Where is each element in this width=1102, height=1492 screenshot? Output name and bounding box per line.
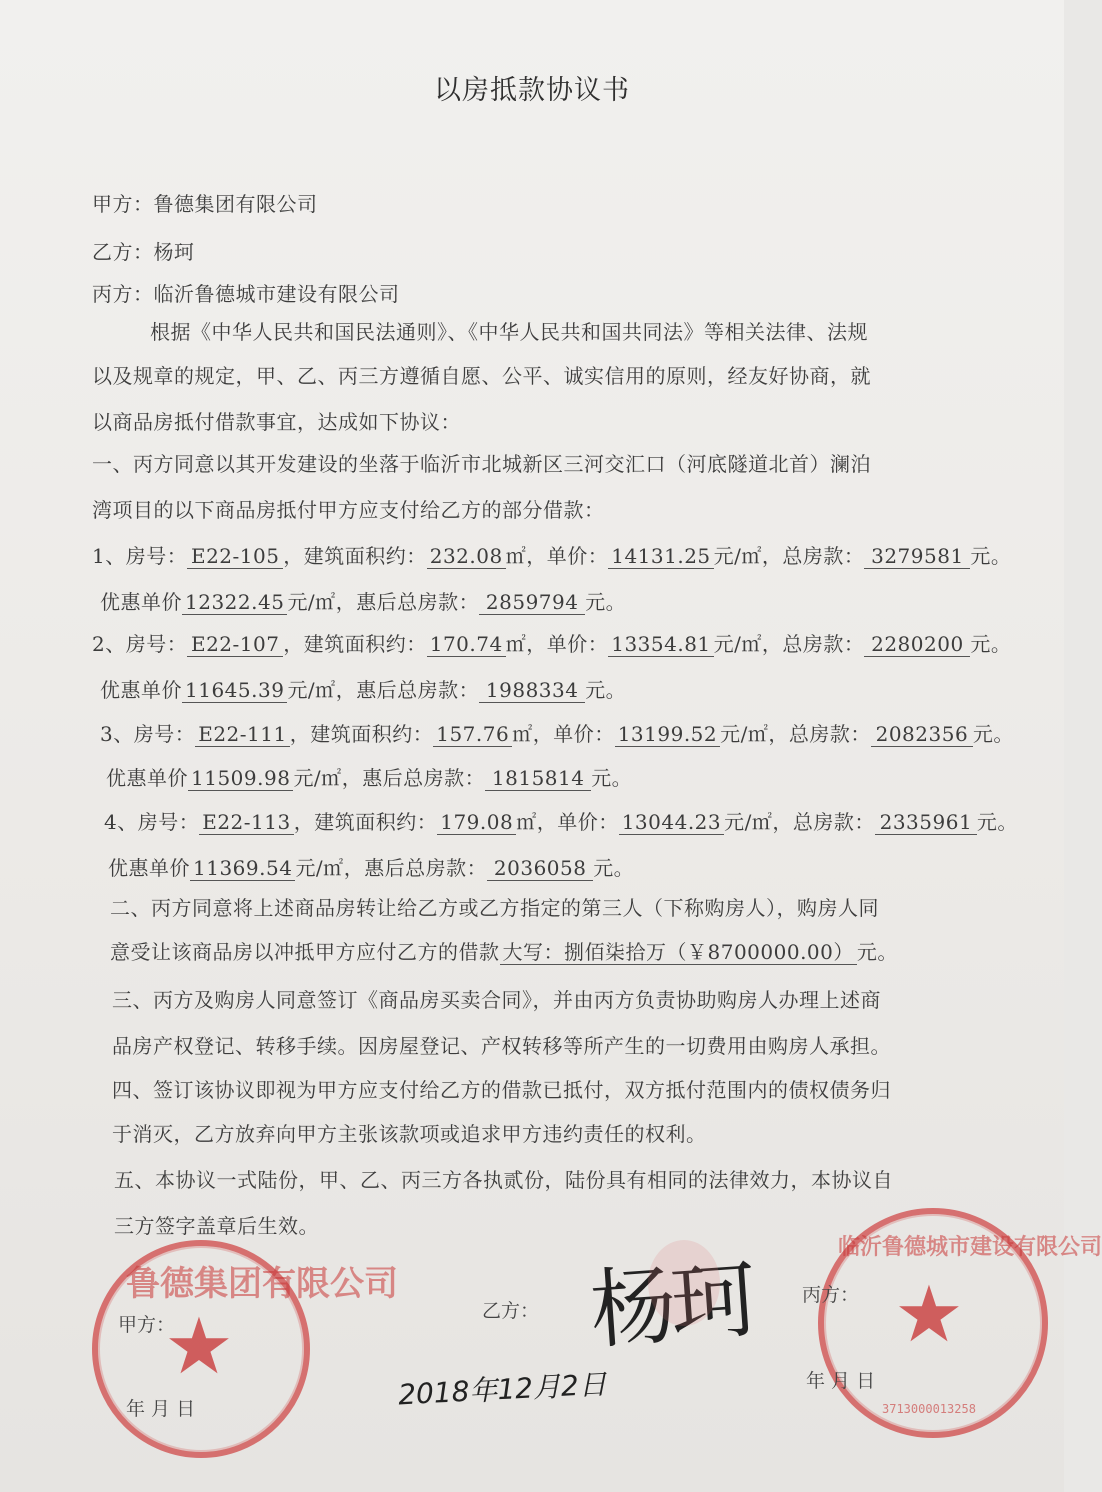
unit-price-value: 13199.52 xyxy=(615,723,720,747)
unit-price-value: 13354.81 xyxy=(608,633,713,657)
room-number: E22-113 xyxy=(199,811,293,835)
unit-price-value: 13044.23 xyxy=(619,811,724,835)
clause3-line-2: 品房产权登记、转移手续。因房屋登记、产权转移等所产生的一切费用由购房人承担。 xyxy=(112,1034,891,1058)
room-number: E22-105 xyxy=(187,545,283,569)
property-row: 2、房号： E22-107 ，建筑面积约： 170.74 ㎡，单价： 13354.81 元/㎡，总房款： 2280200 元。 xyxy=(92,632,1012,656)
clause5-line-2: 三方签字盖章后生效。 xyxy=(114,1214,319,1238)
preamble-line-2: 以及规章的规定，甲、乙、丙三方遵循自愿、公平、诚实信用的原则，经友好协商，就 xyxy=(92,364,871,388)
total-price-value: 2280200 xyxy=(864,633,970,657)
party-a-date: 年 月 日 xyxy=(126,1398,196,1420)
after-total-value: 2859794 xyxy=(479,591,585,615)
unit-price-value: 14131.25 xyxy=(608,545,713,569)
clause3-line-1: 三、丙方及购房人同意签订《商品房买卖合同》，并由丙方负责协助购房人办理上述商 xyxy=(112,988,881,1012)
after-total-value: 1988334 xyxy=(479,679,585,703)
property-row: 3、房号： E22-111 ，建筑面积约： 157.76 ㎡，单价： 13199.52 元/㎡，总房款： 2082356 元。 xyxy=(100,722,1014,746)
discount-price-value: 11509.98 xyxy=(188,767,293,791)
area-value: 170.74 xyxy=(427,633,506,657)
stamp-star-icon: ★ xyxy=(164,1302,234,1392)
clause4-line-2: 于消灭，乙方放弃向甲方主张该款项或追求甲方违约责任的权利。 xyxy=(112,1122,707,1146)
room-number: E22-107 xyxy=(187,633,283,657)
total-price-value: 2335961 xyxy=(875,811,977,835)
property-row: 1、房号： E22-105 ，建筑面积约： 232.08 ㎡，单价： 14131.25 元/㎡，总房款： 3279581 元。 xyxy=(92,544,1012,568)
preamble-line-3: 以商品房抵付借款事宜，达成如下协议： xyxy=(92,410,461,434)
discount-price-value: 12322.45 xyxy=(182,591,287,615)
party-c-date: 年 月 日 xyxy=(806,1370,876,1392)
party-b-sign-label: 乙方： xyxy=(482,1300,540,1322)
discount-price-value: 11369.54 xyxy=(190,857,295,881)
property-discount-row: 优惠单价 11645.39 元/㎡，惠后总房款： 1988334 元。 xyxy=(100,678,627,702)
party-c: 丙方：临沂鲁德城市建设有限公司 xyxy=(92,282,400,306)
total-price-value: 3279581 xyxy=(864,545,970,569)
total-price-value: 2082356 xyxy=(871,723,973,747)
party-b: 乙方：杨珂 xyxy=(92,240,195,264)
property-row: 4、房号： E22-113 ，建筑面积约： 179.08 ㎡，单价： 13044.23 元/㎡，总房款： 2335961 元。 xyxy=(104,810,1018,834)
loan-amount: 大写：捌佰柒拾万（￥8700000.00） xyxy=(500,941,857,965)
area-value: 232.08 xyxy=(427,545,506,569)
discount-price-value: 11645.39 xyxy=(182,679,287,703)
property-discount-row: 优惠单价 12322.45 元/㎡，惠后总房款： 2859794 元。 xyxy=(100,590,627,614)
party-c-stamp: 临沂鲁德城市建设有限公司 ★ 3713000013258 xyxy=(818,1208,1048,1438)
document-title: 以房抵款协议书 xyxy=(434,75,630,106)
room-number: E22-111 xyxy=(195,723,289,747)
after-total-value: 2036058 xyxy=(487,857,593,881)
clause5-line-1: 五、本协议一式陆份，甲、乙、丙三方各执贰份，陆份具有相同的法律效力，本协议自 xyxy=(114,1168,893,1192)
preamble-line-1: 根据《中华人民共和国民法通则》、《中华人民共和国共同法》等相关法律、法规 xyxy=(150,320,868,344)
party-c-sign-label: 丙方： xyxy=(802,1284,860,1306)
area-value: 179.08 xyxy=(437,811,516,835)
clause1-line-2: 湾项目的以下商品房抵付甲方应支付给乙方的部分借款： xyxy=(92,498,605,522)
party-a-stamp: 鲁德集团有限公司 ★ xyxy=(92,1240,310,1458)
after-total-value: 1815814 xyxy=(485,767,591,791)
clause2-line-2: 意受让该商品房以冲抵甲方应付乙方的借款 大写：捌佰柒拾万（￥8700000.00） 元。 xyxy=(110,940,898,964)
fingerprint-mark xyxy=(648,1240,720,1326)
area-value: 157.76 xyxy=(433,723,512,747)
clause2-line-1: 二、丙方同意将上述商品房转让给乙方或乙方指定的第三人（下称购房人），购房人同 xyxy=(110,896,879,920)
party-a: 甲方：鲁德集团有限公司 xyxy=(92,192,318,216)
party-a-sign-label: 甲方： xyxy=(118,1314,176,1336)
clause4-line-1: 四、签订该协议即视为甲方应支付给乙方的借款已抵付，双方抵付范围内的债权债务归 xyxy=(112,1078,891,1102)
property-discount-row: 优惠单价 11509.98 元/㎡，惠后总房款： 1815814 元。 xyxy=(106,766,633,790)
property-discount-row: 优惠单价 11369.54 元/㎡，惠后总房款： 2036058 元。 xyxy=(108,856,635,880)
handwritten-date: 2018年12月2日 xyxy=(397,1367,608,1412)
stamp-star-icon: ★ xyxy=(894,1270,964,1360)
party-b-signature: 杨珂 xyxy=(587,1250,754,1362)
clause1-line-1: 一、丙方同意以其开发建设的坐落于临沂市北城新区三河交汇口（河底隧道北首）澜泊 xyxy=(92,452,871,476)
